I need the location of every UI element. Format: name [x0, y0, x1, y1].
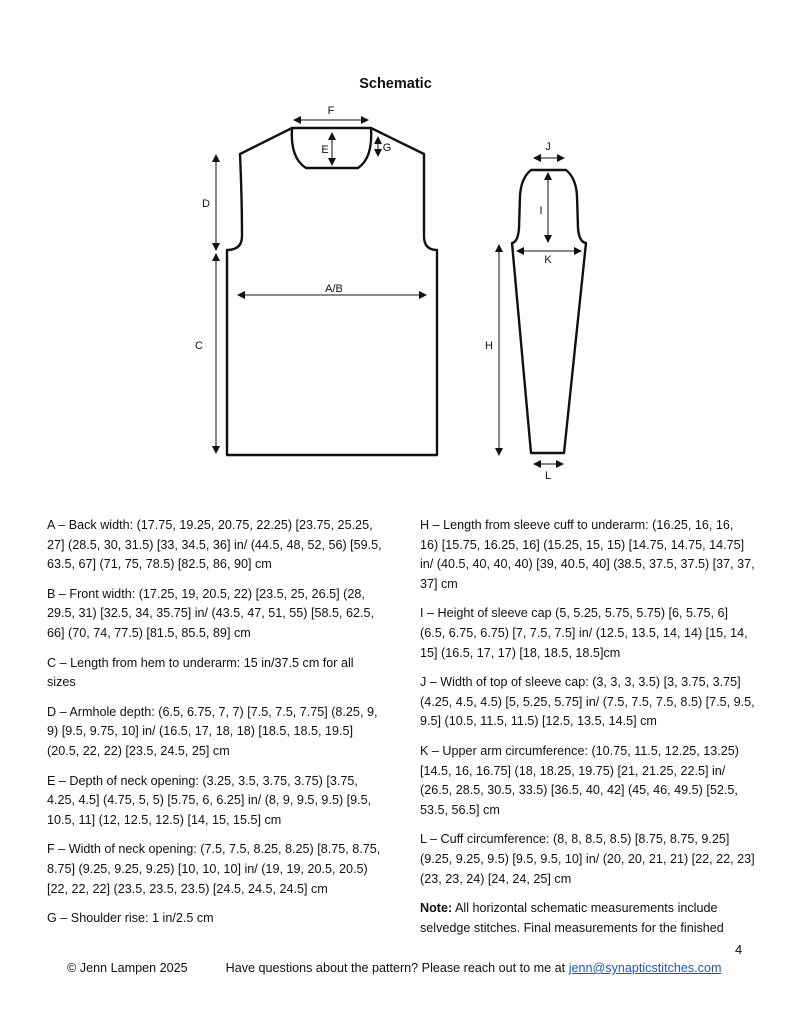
measurement-i: I – Height of sleeve cap (5, 5.25, 5.75, 5.75) [6, 5.75, 6] (6.5, 6.75, 6.75) [7, 7.5, 7.5] in/ (12.5, 13.5, 14, 14) [15, 14, 15] (16.5, 17, 17) [18, 18.5, 18.5]cm — [420, 606, 748, 660]
measurements-left-column — [47, 516, 382, 939]
copyright: © Jenn Lampen 2025 — [67, 961, 188, 975]
label-e: E — [321, 144, 329, 156]
label-j: J — [545, 141, 551, 153]
label-d: D — [202, 198, 210, 210]
label-l: L — [544, 470, 552, 482]
footer — [67, 961, 721, 975]
page-number: 4 — [735, 942, 743, 957]
measurement-l: L – Cuff circumference: (8, 8, 8.5, 8.5) [8.75, 8.75, 9.25] (9.25, 9.25, 9.5) [9.5, 9.5, 10] in/ (20, 20, 21, 21) [22, 22, 23] (23, 23, 24) [24, 24, 25] cm — [420, 832, 755, 886]
email-link[interactable]: jenn@synapticstitches.com — [568, 961, 722, 975]
label-k: K — [544, 254, 552, 266]
measurement-g: G – Shoulder rise: 1 in/2.5 cm — [47, 911, 214, 926]
measurement-e: E – Depth of neck opening: (3.25, 3.5, 3.75, 3.75) [3.75, 4.25, 4.5] (4.75, 5, 5) [5.75, 6, 6.25] in/ (8, 9, 9.5, 9.5) [9.5, 10.5, 11] (12, 12.5, 12.5) [14, 15, 15.5] cm — [47, 773, 372, 827]
measurement-c: C – Length from hem to underarm: 15 in/37.5 cm for all sizes — [47, 655, 354, 690]
measurement-d: D – Armhole depth: (6.5, 6.75, 7, 7) [7.5, 7.5, 7.75] (8.25, 9, 9) [9.5, 9.75, 10] in/ (16.5, 17, 18, 18) [18.5, 18.5, 19.5] (20.5, 22, 22) [23.5, 24.5, 25] cm — [47, 704, 378, 758]
label-f: F — [327, 105, 335, 117]
page-title: Schematic — [359, 76, 432, 92]
sleeve-outline — [512, 170, 586, 453]
measurement-h: H – Length from sleeve cuff to underarm: (16.25, 16, 16, 16) [15.75, 16.25, 16] (15.25, 15, 15) [14.75, 14.75, 14.75] in/ (40.5, 40, 40, 40) [39, 40.5, 40] (38.5, 37.5, 37.5) [37, 37, 37] cm — [420, 518, 755, 591]
measurement-a: A – Back width: (17.75, 19.25, 20.75, 22.25) [23.75, 25.25, 27] (28.5, 30, 31.5) [33, 34.5, 36] in/ (44.5, 48, 52, 56) [59.5, 63.5, 67] (71, 75, 78.5) [82.5, 86, 90] cm — [47, 518, 382, 572]
measurements-right-column — [420, 516, 755, 948]
note: Note: All horizontal schematic measurements include selvedge stitches. Final measurements for the finished — [420, 901, 724, 935]
label-g: G — [382, 142, 392, 154]
label-i: I — [539, 205, 543, 217]
footer-question: Have questions about the pattern? Please reach out to me at — [225, 961, 569, 975]
label-c: C — [195, 340, 203, 352]
measurement-j: J – Width of top of sleeve cap: (3, 3, 3, 3.5) [3, 3.75, 3.75] (4.25, 4.5, 4.5) [5, 5.25, 5.75] in/ (7.5, 7.5, 7.5, 8.5) [7.5, 9.5, 9.5] (10.5, 11.5, 11.5) [12.5, 13.5, 14.5] cm — [420, 675, 755, 729]
measurement-b: B – Front width: (17.25, 19, 20.5, 22) [23.5, 25, 26.5] (28, 29.5, 31) [32.5, 34, 35.75] in/ (43.5, 47, 51, 55) [58.5, 62.5, 66] (70, 74, 77.5) [81.5, 85.5, 89] cm — [47, 586, 374, 640]
schematic-diagram — [0, 0, 791, 500]
label-h: H — [485, 340, 493, 352]
label-ab: A/B — [325, 283, 343, 295]
measurement-k: K – Upper arm circumference: (10.75, 11.5, 12.25, 13.25) [14.5, 16, 16.75] (18, 18.25, 19.75) [21, 21.25, 22.5] in/ (26.5, 28.5, 30.5, 33.5) [36.5, 40, 42] (45, 46, 49.5) [52.5, 53.5, 56.5] cm — [420, 743, 739, 817]
measurement-f: F – Width of neck opening: (7.5, 7.5, 8.25, 8.25) [8.75, 8.75, 8.75] (9.25, 9.25, 9.25) [10, 10, 10] in/ (19, 19, 20.5, 20.5) [22, 22, 22] (23.5, 23.5, 23.5) [24.5, 24.5, 24.5] cm — [47, 842, 381, 896]
